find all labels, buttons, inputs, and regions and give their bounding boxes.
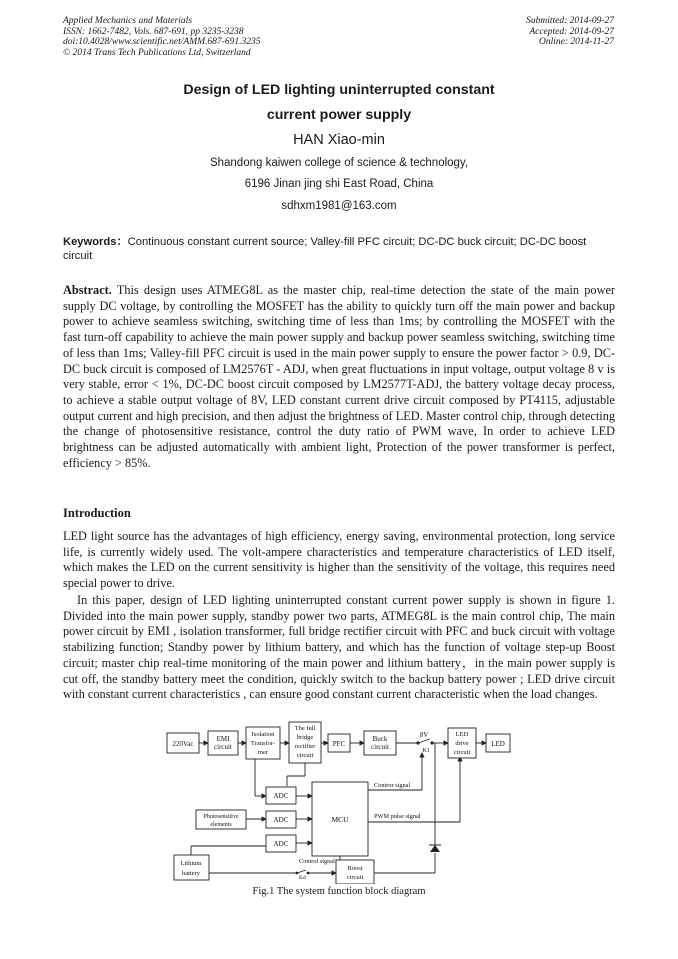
journal-header [63,16,260,58]
affiliation-line1: Shandong kaiwen college of science & technology, [209,157,469,169]
label-8v: 8V [419,731,429,739]
label-pwm-signal: PWM pulse signal [374,813,421,820]
label-emi-1: EMI [216,735,230,743]
label-buck-1: Buck [372,735,388,743]
label-iso-2: Transfor- [250,740,276,747]
doi: doi:10.4028/www.scientific.net/AMM.687-691.3235 [63,37,261,47]
label-photo-1: Photosensitive [203,814,239,820]
submitted-date: Submitted: 2014-09-27 [526,16,614,26]
label-adc-1: ADC [273,792,289,800]
label-bridge-1: The full [294,725,316,732]
label-iso-1: Isolation [251,731,275,738]
label-lithium-2: battery [181,870,201,877]
label-boost-1: Boost [347,865,363,872]
label-adc-3: ADC [273,840,289,848]
label-driver-3: circuit [453,749,471,756]
label-led: LED [491,740,505,748]
label-control-signal-bottom: Control signal [299,858,335,865]
issn: ISSN: 1662-7482, Vols. 687-691, pp 3235-3238 [63,26,244,37]
copyright: © 2014 Trans Tech Publications Ltd, Switzerland [63,47,251,58]
system-block-diagram [160,718,520,884]
label-bridge-2: bridge [296,734,314,741]
keywords-label: Keywords： [63,236,128,248]
label-buck-2: circuit [371,743,389,751]
label-driver-2: drive [455,740,469,747]
section-heading-introduction: Introduction [63,506,131,520]
paper-title-line1: Design of LED lighting uninterrupted constant [183,82,495,98]
label-220vac: 220Vac [172,740,194,748]
label-bridge-4: circuit [296,752,314,759]
label-photo-2: elements [210,822,232,828]
label-mcu: MCU [331,815,349,824]
author-name: HAN Xiao-min [293,132,385,148]
abstract-text: This design uses ATMEG8L as the master chip, real-time detection the state of the main power supply DC voltage, by controlling the MOSFET has the ability to quickly turn off the main power and backup power to achieve seamless switching, switching time of less than 1ms; by controlling the MOSFET with the fast turn-off capability to achieve the main power supply and backup power seamless switching, switching time of less than 1ms; Valley-fill PFC circuit is used in the main power supply to ensure the power factor > 0.9, DC-DC buck circuit is composed of LM2576T - ADJ, when great fluctuations in input voltage, output voltage 8 v is very stable, error < 1%, DC-DC boost circuit composed by LM2577T-ADJ, the battery voltage decay process, to achieve a stable output voltage of 8V, LED constant current drive circuit composed by PT4115, adjustable output current and high precision, and then adjust the brightness of LED. Master control chip, through detecting the change of photosensitive resistance, control the duty ratio of PWM wave, In order to achieve LED brightness can be adjusted automatically with ambient light, Protection of the power transformer is perfect, efficiency > 85%. [63,283,615,470]
paper-title-line2: current power supply [266,107,412,123]
label-bridge-3: rectifier [294,743,316,750]
label-boost-2: circuit [346,874,364,881]
dates-header [526,16,614,48]
keywords-text: Continuous constant current source; Valley-fill PFC circuit; DC-DC buck circuit; DC-DC boost circuit [63,236,587,262]
intro-paragraph-2: In this paper, design of LED lighting uninterrupted constant current power supply is shown in figure 1. Divided into the main power supply, standby power two parts, ATMEG8L is the main control chip, The main power circuit by EMI , isolation transformer, full bridge rectifier circuit with PFC and buck circuit with voltage stabilizing function; Standby power by lithium battery, and which has the function of voltage step-up Boost circuit; master chip real-time monitoring of the main power and lithium battery，in the main power supply is cut off, the standby battery meet the condition, quickly switch to the backup battery power ; LED drive circuit with constant current characteristics , can ensure good constant current characteristic when the load changes. [63,593,615,702]
abstract [63,283,615,471]
keywords [63,235,615,263]
author-email: sdhxm1981@163.com [281,200,397,212]
label-emi-2: circuit [214,743,232,751]
intro-paragraph-1: LED light source has the advantages of high efficiency, energy saving, environmental protection, long service life, is currently widely used. The volt-ampere characteristics and temperature characteristics of LED itself, which makes the LED on the current sensitivity is higher than the sensitivity of the voltage, this requires need special power to drive. [63,529,615,591]
label-kd: Kd [299,875,306,881]
affiliation-line2: 6196 Jinan jing shi East Road, China [244,178,434,190]
accepted-date: Accepted: 2014-09-27 [529,26,614,37]
abstract-label: Abstract. [63,283,112,297]
label-iso-3: mer [257,749,269,756]
label-driver-1: LED [455,731,469,738]
label-pfc: PFC [332,740,346,748]
label-adc-2: ADC [273,816,289,824]
figure-caption: Fig.1 The system function block diagram [252,886,426,897]
label-k1: K1 [422,748,430,754]
label-lithium-1: Lithium [180,860,202,867]
label-control-signal-top: Contror signal [374,782,411,789]
journal-name: Applied Mechanics and Materials [63,16,193,26]
online-date: Online: 2014-11-27 [538,37,614,47]
